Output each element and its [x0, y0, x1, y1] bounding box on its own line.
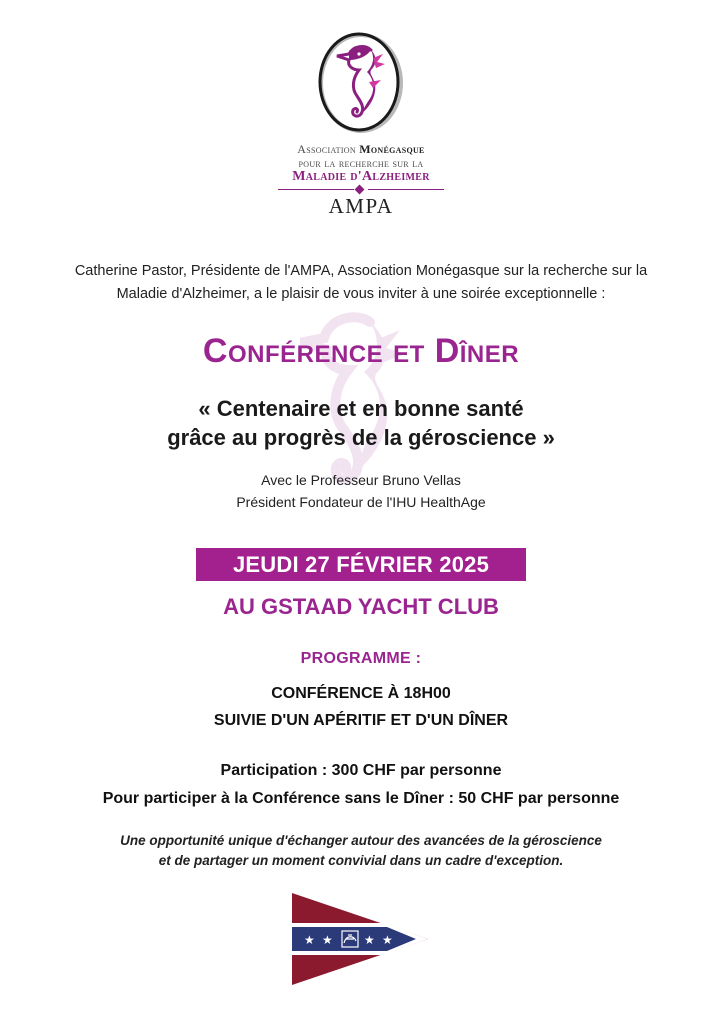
svg-text:★: ★	[322, 933, 333, 947]
logo-line-recherche: pour la recherche sur la	[298, 156, 424, 170]
subtitle-line-2: grâce au progrès de la géroscience »	[167, 425, 555, 450]
tagline-line-2: et de partager un moment convivial dans un cadre d'exception.	[158, 853, 564, 868]
logo-divider	[278, 186, 444, 194]
intro-line-2: Maladie d'Alzheimer, a le plaisir de vous inviter à une soirée exceptionnelle :	[116, 286, 606, 302]
date-banner: JEUDI 27 FÉVRIER 2025	[196, 548, 526, 581]
programme-label: PROGRAMME :	[300, 650, 422, 667]
svg-text:★: ★	[364, 933, 375, 947]
intro-text	[40, 260, 682, 306]
yacht-club-pennant-icon	[292, 893, 432, 987]
tagline	[0, 831, 722, 871]
programme-line-2: SUIVIE D'UN APÉRITIF ET D'UN DÎNER	[213, 712, 509, 729]
intro-line-1: Catherine Pastor, Présidente de l'AMPA, Association Monégasque sur la recherche sur la	[74, 263, 648, 279]
svg-text:★: ★	[382, 933, 393, 947]
tagline-line-1: Une opportunité unique d'échanger autour des avancées de la géroscience	[120, 833, 602, 848]
logo-line-maladie: Maladie d'Alzheimer	[292, 169, 430, 184]
speaker-name: Avec le Professeur Bruno Vellas	[261, 472, 461, 488]
ampa-logo	[0, 30, 722, 219]
event-subtitle	[0, 394, 722, 452]
logo-line-association: Association Monégasque	[297, 142, 425, 156]
logo-acronym: AMPA	[328, 194, 394, 218]
subtitle-line-1: « Centenaire et en bonne santé	[198, 396, 524, 421]
pricing	[0, 757, 722, 813]
programme-line-1: CONFÉRENCE À 18H00	[271, 685, 451, 702]
price-full: Participation : 300 CHF par personne	[220, 762, 502, 779]
seahorse-icon	[313, 30, 409, 136]
venue: AU GSTAAD YACHT CLUB	[223, 594, 499, 619]
price-conference-only: Pour participer à la Conférence sans le Dîner : 50 CHF par personne	[102, 790, 620, 807]
programme-details	[0, 680, 722, 734]
speaker-role: Président Fondateur de l'IHU HealthAge	[236, 494, 486, 510]
event-title: Conférence et Dîner	[202, 332, 520, 370]
speaker-info	[0, 469, 722, 513]
svg-text:★: ★	[304, 933, 315, 947]
